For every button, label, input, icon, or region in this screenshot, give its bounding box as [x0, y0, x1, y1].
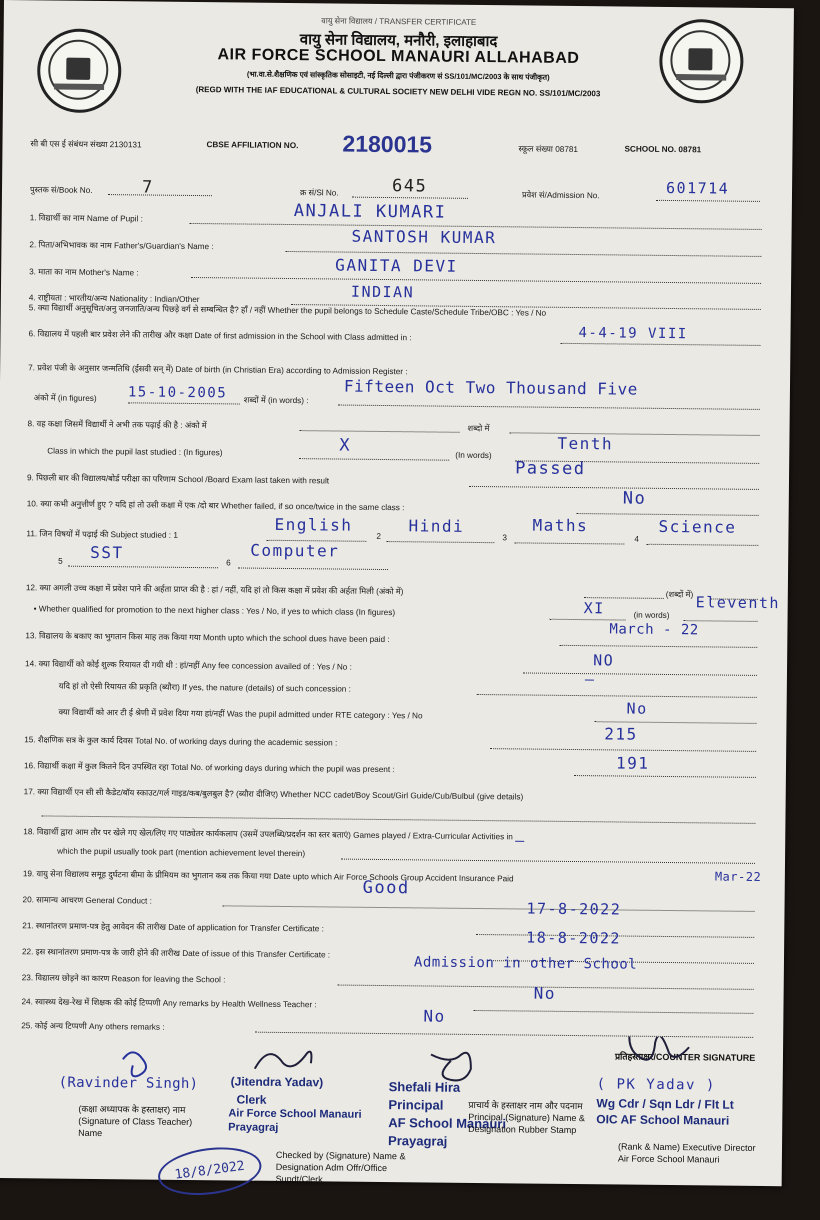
date-stamp-value: 18/8/2022	[173, 1158, 246, 1183]
row-label: 4. राष्ट्रीयता : भारतीय/अन्य Nationality : Indian/Other	[28, 293, 200, 305]
row-subjects-2	[0, 540, 788, 580]
clerk-stamp-school: Air Force School Manauri Prayagraj	[228, 1107, 362, 1134]
mother-name-value: GANITA DEVI	[335, 255, 458, 276]
officer-rank: Wg Cdr / Sqn Ldr / Flt Lt	[596, 1096, 734, 1112]
row-label: 4	[634, 534, 639, 544]
principal-school: AF School Manauri	[388, 1115, 507, 1132]
principal-name: Shefali Hira	[388, 1079, 461, 1095]
promotion-class-figures-value: XI	[583, 599, 605, 618]
rte-category-value: No	[626, 699, 648, 718]
row-label: 15. शैक्षणिक सत्र के कुल कार्य दिवस Total No. of working days during the academic session :	[24, 735, 338, 748]
general-conduct-value: Good	[362, 877, 410, 899]
row-health-remarks	[0, 983, 784, 1020]
row-label: 23. विद्यालय छोड़ने का कारण Reason for leaving the School :	[21, 973, 226, 985]
games-value: —	[515, 831, 526, 850]
sl-no-label: क्र सं/Sl No.	[299, 188, 339, 198]
row-label: which the pupil usually took part (mention achievement level therein)	[57, 846, 306, 859]
row-working-days	[0, 724, 786, 758]
row-label: 7. प्रवेश पंजी के अनुसार जन्मतिथि (ईसवी सन् में) Date of birth (in Christian Era) according to Admission Register :	[28, 363, 408, 377]
row-label: 22. इस स्थानांतरण प्रमाण-पत्र के जारी होने की तारीख Date of issue of this Transfer Certificate :	[21, 947, 331, 960]
book-no-value: 7	[141, 177, 154, 198]
row-days-present	[0, 753, 786, 784]
subject-2-value: Hindi	[408, 516, 465, 536]
pupil-name-value: ANJALI KUMARI	[293, 201, 447, 223]
leaving-reason-value: Admission in other School	[413, 954, 638, 973]
principal-city: Prayagraj	[387, 1133, 448, 1149]
dob-figures-value: 15-10-2005	[127, 384, 228, 402]
row-last-exam	[0, 458, 789, 496]
nationality-value: INDIAN	[350, 282, 415, 302]
row-label: 13. विद्यालय के बकाए का भुगतान किस माह तक किया गया Month upto which the school dues have been paid :	[25, 631, 390, 645]
registration-english: (REGD WITH THE IAF EDUCATIONAL & CULTURAL SOCIETY NEW DELHI VIDE REGN NO. SS/101/MC/2003	[195, 85, 601, 99]
insurance-paid-value: Mar-22	[714, 869, 762, 884]
other-remarks-value: No	[423, 1006, 446, 1026]
row-label: 5	[58, 556, 63, 566]
class-teacher-name: (Ravinder Singh)	[58, 1074, 199, 1093]
failed-value: No	[622, 488, 647, 509]
row-general-conduct	[0, 877, 785, 918]
promotion-class-words-value: Eleventh	[695, 593, 781, 613]
row-label: 2. पिता/अभिभावक का नाम Father's/Guardian's Name :	[29, 240, 214, 252]
row-last-class	[0, 433, 789, 470]
row-label: अंको में (in figures)	[33, 393, 97, 403]
row-label: 18. विद्यार्थी द्वारा आम तौर पर खेले गए खेल/लिए गए पाठ्येतर कार्यकलाप (उसमें उपलब्धि/प्रदर्शन का स्तर बताएं) Games played / Extra-Curricular Activities in	[23, 827, 513, 842]
row-fee-concession	[0, 651, 787, 682]
row-dues-paid	[0, 621, 787, 654]
row-label: 25. कोई अन्य टिप्पणी Any others remarks :	[21, 1021, 165, 1032]
school-number: SCHOOL NO. 08781	[624, 144, 702, 155]
registration-hindi: (भा.वा.से.शैक्षणिक एवं सांस्कृतिक सोसाइटी, नई दिल्ली द्वारा पंजीकरण सं SS/101/MC/2003 के साथ पंजीकृत)	[246, 69, 550, 82]
row-label: 3	[502, 533, 508, 543]
admission-no-value: 601714	[665, 178, 730, 198]
row-label: 1. विद्यार्थी का नाम Name of Pupil :	[29, 213, 143, 224]
last-class-figures-value: X	[339, 435, 352, 456]
subject-3-value: Maths	[532, 515, 589, 536]
subject-6-value: Computer	[250, 540, 340, 561]
row-label: 2	[376, 531, 382, 541]
affiliation-number: 2180015	[342, 130, 433, 158]
row-label: 12. क्या अगली उच्च कक्षा में प्रवेश पाने की अर्हता प्राप्त की है : हां / नहीं, यदि हां तो किस कक्षा में प्रवेश की अर्हता मिली (अंको में)	[25, 583, 404, 597]
row-label: 17. क्या विद्यार्थी एन सी सी कैडेट/बॉय स्काउट/गर्ल गाइड/कब/बुलबुल है? (ब्यौरा दीजिए) Whether NCC cadet/Boy Scout/Girl Guide/Cub/Bulbul (give details)	[23, 787, 524, 802]
row-label: (in words)	[633, 610, 670, 621]
fee-concession-value: NO	[593, 651, 615, 670]
row-label: 3. माता का नाम Mother's Name :	[29, 267, 139, 278]
countersign-label: प्रतिहस्ताक्षर/COUNTER SIGNATURE	[614, 1051, 756, 1063]
row-label: 21. स्थानांतरण प्रमाण-पत्र हेतु आवेदन की तारीख Date of application for Transfer Certificate :	[22, 921, 324, 934]
principal-caption: प्राचार्य के हस्ताक्षर नाम और पदनाम Principal (Signature) Name & Designation Rubber Stamp	[468, 1099, 585, 1136]
principal-title: Principal	[388, 1097, 444, 1113]
last-class-words-value: Tenth	[557, 433, 614, 454]
row-label: (शब्दों में)	[665, 589, 694, 600]
row-label: क्या विद्यार्थी को आर टी ई श्रेणी में प्रवेश दिया गया हां/नहीं Was the pupil admitted under RTE category : Yes / No	[58, 707, 423, 721]
row-leaving-reason	[0, 954, 784, 996]
row-label: 6. विद्यालय में पहली बार प्रवेश लेने की तारीख और कक्षा Date of first admission in the School with Class admitted in :	[28, 329, 412, 343]
sl-no-value: 645	[391, 176, 428, 197]
affiliation-hindi: सी बी एस ई संबंधन संख्या 2130131	[30, 139, 142, 150]
row-label: 9. पिछली बार की विद्यालय/बोर्ड परीक्षा का परिणाम School /Board Exam last taken with result	[26, 473, 330, 486]
subject-1-value: English	[274, 514, 353, 535]
row-last-class-hindi	[0, 418, 790, 442]
first-admission-value: 4-4-19 VIII	[578, 325, 688, 343]
affiliation-line	[2, 130, 792, 162]
school-name: AIR FORCE SCHOOL MANAURI ALLAHABAD	[217, 46, 580, 68]
last-exam-result-value: Passed	[515, 458, 586, 480]
top-strip: वायु सेना विद्यालय / TRANSFER CERTIFICATE	[321, 16, 477, 27]
row-label: 10. क्या कभी अनुत्तीर्ण हुए ? यदि हां तो उसी कक्षा में एक /दो बार Whether failed, if so once/twice in the same class :	[26, 499, 405, 513]
officer-name: ( PK Yadav )	[596, 1076, 716, 1094]
row-label: Class in which the pupil last studied : (In figures)	[47, 446, 223, 458]
book-no-label: पुस्तक सं/Book No.	[29, 185, 93, 195]
affiliation-label: CBSE AFFILIATION NO.	[206, 140, 299, 151]
row-label: 8. वह कक्षा जिसमें विद्यार्थी ने अभी तक पढ़ाई की है : अंको में	[27, 419, 207, 431]
row-label: 19. वायु सेना विद्यालय समूह दुर्घटना बीमा के प्रीमियम का भुगतान कब तक किया गया Date upto which Air Force Schools Group Accident Insurance Paid	[22, 869, 514, 884]
row-label: यदि हां तो ऐसी रियायत की प्रकृति (ब्यौरा) If yes, the nature (details) of such concession :	[58, 681, 351, 694]
officer-caption: (Rank & Name) Executive Director Air Force School Manauri	[617, 1141, 756, 1165]
row-label: शब्दो में	[467, 423, 490, 434]
clerk-name: (Jitendra Yadav)	[230, 1074, 324, 1090]
row-label: (In words)	[455, 450, 492, 461]
clerk-caption: Checked by (Signature) Name & Designation Adm Offr/Office Supdt/Clerk	[275, 1149, 406, 1185]
health-remarks-value: No	[533, 983, 556, 1003]
row-concession-nature	[0, 670, 787, 704]
subject-5-value: SST	[90, 542, 124, 563]
row-label: 24. स्वास्थ्य देख-रेख में शिक्षक की कोई टिप्पणी Any remarks by Health Wellness Teacher :	[21, 997, 317, 1010]
tc-application-date-value: 17-8-2022	[526, 899, 622, 919]
admission-no-label: प्रवेश सं/Admission No.	[521, 190, 600, 201]
row-label: • Whether qualified for promotion to the next higher class : Yes / No, if yes to which class (In figures)	[33, 604, 396, 618]
officer-role: OIC AF School Manauri	[596, 1112, 730, 1128]
row-label: 14. क्या विद्यार्थी को कोई शुल्क रियायत दी गयी थी : हां/नहीं Any fee concession availed of : Yes / No :	[25, 659, 352, 672]
school-name-hindi: वायु सेना विद्यालय, मनौरी, इलाहाबाद	[299, 31, 498, 51]
row-rte-category	[0, 699, 787, 730]
row-label: शब्दों में (in words) :	[243, 395, 309, 406]
row-label: 11. जिन विषयों में पढ़ाई की Subject studied : 1	[26, 529, 178, 540]
row-label: 20. सामान्य आचरण General Conduct :	[22, 895, 152, 906]
class-teacher-caption: (कक्षा अध्यापक के हस्ताक्षर) नाम (Signature of Class Teacher) Name	[78, 1103, 193, 1139]
tc-issue-date-value: 18-8-2022	[526, 928, 622, 948]
row-label: 6	[226, 558, 231, 568]
days-present-value: 191	[615, 753, 650, 773]
working-days-value: 215	[604, 724, 638, 744]
subject-4-value: Science	[658, 516, 737, 537]
dues-paid-value: March - 22	[609, 621, 699, 639]
row-first-admission	[0, 325, 790, 352]
school-code-hindi: स्कूल संख्या 08781	[518, 144, 579, 155]
row-promotion-hindi	[0, 582, 788, 606]
clerk-stamp: Clerk	[236, 1092, 267, 1107]
father-name-value: SANTOSH KUMAR	[351, 226, 497, 248]
row-dob-values	[0, 376, 790, 416]
row-label: 5. क्या विद्यार्थी अनुसूचित/अनु जनजाति/अन्य पिछड़े वर्ग से सम्बन्धित है? हाँ / नहीं Whether the pupil belongs to Schedule Caste/Schedule Tribe/OBC : Yes / No	[28, 303, 547, 318]
row-tc-issue-date	[0, 928, 784, 973]
dob-words-value: Fifteen Oct Two Thousand Five	[343, 376, 638, 399]
concession-nature-value: —	[584, 670, 596, 689]
row-label: 16. विद्यार्थी कक्षा में कुल कितने दिन उपस्थित रहा Total No. of working days during which the pupil was present :	[23, 761, 395, 775]
